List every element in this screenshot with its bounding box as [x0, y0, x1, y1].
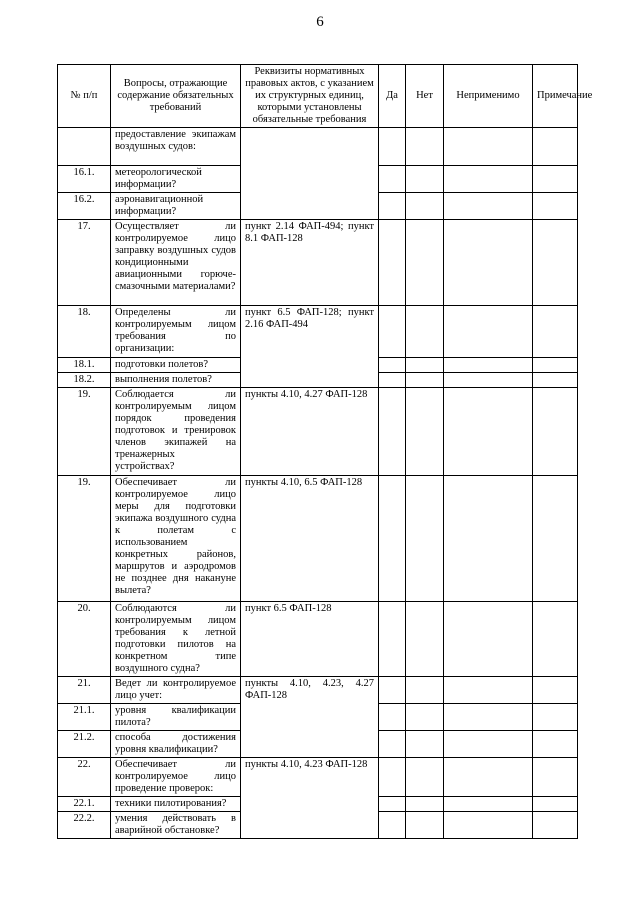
answer-no-cell — [406, 812, 444, 839]
answer-yes-cell — [379, 677, 406, 704]
header-note: Примечание — [533, 65, 578, 128]
row-number: 16.1. — [58, 166, 111, 193]
row-number: 20. — [58, 602, 111, 677]
note-cell — [533, 677, 578, 704]
row-reference: пункты 4.10, 6.5 ФАП-128 — [241, 476, 379, 602]
row-question: метеорологической информации? — [111, 166, 241, 193]
answer-no-cell — [406, 388, 444, 476]
row-question: выполнения полетов? — [111, 373, 241, 388]
row-reference — [241, 128, 379, 220]
row-number: 22.1. — [58, 797, 111, 812]
header-no: Нет — [406, 65, 444, 128]
answer-no-cell — [406, 677, 444, 704]
answer-yes-cell — [379, 128, 406, 166]
row-question: предоставление экипажам воздушных судов: — [111, 128, 241, 166]
table-row — [58, 388, 578, 476]
row-reference: пункт 6.5 ФАП-128 — [241, 602, 379, 677]
note-cell — [533, 812, 578, 839]
answer-no-cell — [406, 166, 444, 193]
row-number: 21.1. — [58, 704, 111, 731]
note-cell — [533, 388, 578, 476]
row-question: Обеспечивает ли контролируемое лицо меры для подготовки экипажа воздушного судна к полетам с использованием конкретных районов, маршрутов и аэродромов не позднее дня накануне вылета? — [111, 476, 241, 602]
table-row — [58, 476, 578, 602]
row-question: Обеспечивает ли контролируемое лицо проведение проверок: — [111, 758, 241, 797]
answer-yes-cell — [379, 602, 406, 677]
row-question: Соблюдаются ли контролируемым лицом требования к летной подготовки пилотов на конкретном типе воздушного судна? — [111, 602, 241, 677]
note-cell — [533, 476, 578, 602]
row-number: 19. — [58, 476, 111, 602]
note-cell — [533, 758, 578, 797]
row-question: аэронавигационной информации? — [111, 193, 241, 220]
answer-yes-cell — [379, 812, 406, 839]
answer-no-cell — [406, 220, 444, 306]
header-question: Вопросы, отражающие содержание обязательных требований — [111, 65, 241, 128]
answer-no-cell — [406, 358, 444, 373]
row-number: 22.2. — [58, 812, 111, 839]
row-number: 17. — [58, 220, 111, 306]
table-row — [58, 306, 578, 358]
answer-no-cell — [406, 373, 444, 388]
answer-no-cell — [406, 704, 444, 731]
answer-yes-cell — [379, 388, 406, 476]
row-question: техники пилотирования? — [111, 797, 241, 812]
answer-not-applicable-cell — [444, 704, 533, 731]
row-number: 16.2. — [58, 193, 111, 220]
answer-no-cell — [406, 731, 444, 758]
note-cell — [533, 731, 578, 758]
row-question: умения действовать в аварийной обстановке? — [111, 812, 241, 839]
answer-yes-cell — [379, 731, 406, 758]
row-number: 21.2. — [58, 731, 111, 758]
answer-yes-cell — [379, 758, 406, 797]
answer-not-applicable-cell — [444, 797, 533, 812]
answer-not-applicable-cell — [444, 388, 533, 476]
row-reference: пункт 6.5 ФАП-128; пункт 2.16 ФАП-494 — [241, 306, 379, 388]
row-question: подготовки полетов? — [111, 358, 241, 373]
note-cell — [533, 306, 578, 358]
row-question: Соблюдается ли контролируемым лицом порядок проведения подготовок и тренировок членов экипажей на тренажерных устройствах? — [111, 388, 241, 476]
answer-not-applicable-cell — [444, 220, 533, 306]
answer-not-applicable-cell — [444, 128, 533, 166]
row-number: 18. — [58, 306, 111, 358]
answer-yes-cell — [379, 476, 406, 602]
table-header-row — [58, 65, 578, 128]
answer-yes-cell — [379, 306, 406, 358]
answer-no-cell — [406, 797, 444, 812]
answer-not-applicable-cell — [444, 677, 533, 704]
answer-yes-cell — [379, 193, 406, 220]
row-reference: пункты 4.10, 4.27 ФАП-128 — [241, 388, 379, 476]
row-question: Осуществляет ли контролируемое лицо заправку воздушных судов кондиционными авиационными горюче-смазочными материалами? — [111, 220, 241, 306]
row-reference: пункт 2.14 ФАП-494; пункт 8.1 ФАП-128 — [241, 220, 379, 306]
row-number: 21. — [58, 677, 111, 704]
note-cell — [533, 373, 578, 388]
table-row — [58, 758, 578, 797]
answer-not-applicable-cell — [444, 306, 533, 358]
page-number: 6 — [316, 14, 324, 30]
answer-yes-cell — [379, 797, 406, 812]
header-yes: Да — [379, 65, 406, 128]
answer-yes-cell — [379, 358, 406, 373]
answer-yes-cell — [379, 220, 406, 306]
answer-no-cell — [406, 306, 444, 358]
row-question: Определены ли контролируемым лицом требования по организации: — [111, 306, 241, 358]
answer-not-applicable-cell — [444, 193, 533, 220]
note-cell — [533, 193, 578, 220]
answer-not-applicable-cell — [444, 812, 533, 839]
row-number: 22. — [58, 758, 111, 797]
answer-yes-cell — [379, 373, 406, 388]
note-cell — [533, 602, 578, 677]
answer-not-applicable-cell — [444, 166, 533, 193]
row-reference: пункты 4.10, 4.23 ФАП-128 — [241, 758, 379, 839]
answer-not-applicable-cell — [444, 758, 533, 797]
note-cell — [533, 128, 578, 166]
row-reference: пункты 4.10, 4.23, 4.27 ФАП-128 — [241, 677, 379, 758]
answer-no-cell — [406, 476, 444, 602]
header-not-applicable: Неприменимо — [444, 65, 533, 128]
answer-not-applicable-cell — [444, 373, 533, 388]
requirements-table — [57, 64, 593, 839]
note-cell — [533, 358, 578, 373]
note-cell — [533, 166, 578, 193]
answer-not-applicable-cell — [444, 476, 533, 602]
answer-not-applicable-cell — [444, 602, 533, 677]
row-question: способа достижения уровня квалификации? — [111, 731, 241, 758]
row-number: 18.1. — [58, 358, 111, 373]
row-number: 18.2. — [58, 373, 111, 388]
row-question: Ведет ли контролируемое лицо учет: — [111, 677, 241, 704]
answer-no-cell — [406, 758, 444, 797]
table-row — [58, 677, 578, 704]
answer-yes-cell — [379, 704, 406, 731]
answer-no-cell — [406, 602, 444, 677]
table-row — [58, 220, 578, 306]
row-number: 19. — [58, 388, 111, 476]
answer-yes-cell — [379, 166, 406, 193]
header-num: № п/п — [58, 65, 111, 128]
answer-no-cell — [406, 128, 444, 166]
note-cell — [533, 797, 578, 812]
answer-not-applicable-cell — [444, 358, 533, 373]
answer-not-applicable-cell — [444, 731, 533, 758]
table-row — [58, 128, 578, 166]
answer-no-cell — [406, 193, 444, 220]
row-number — [58, 128, 111, 166]
header-reference: Реквизиты нормативных правовых актов, с указанием их структурных единиц, которыми установлены обязательные требования — [241, 65, 379, 128]
table-row — [58, 602, 578, 677]
row-question: уровня квалификации пилота? — [111, 704, 241, 731]
note-cell — [533, 704, 578, 731]
note-cell — [533, 220, 578, 306]
